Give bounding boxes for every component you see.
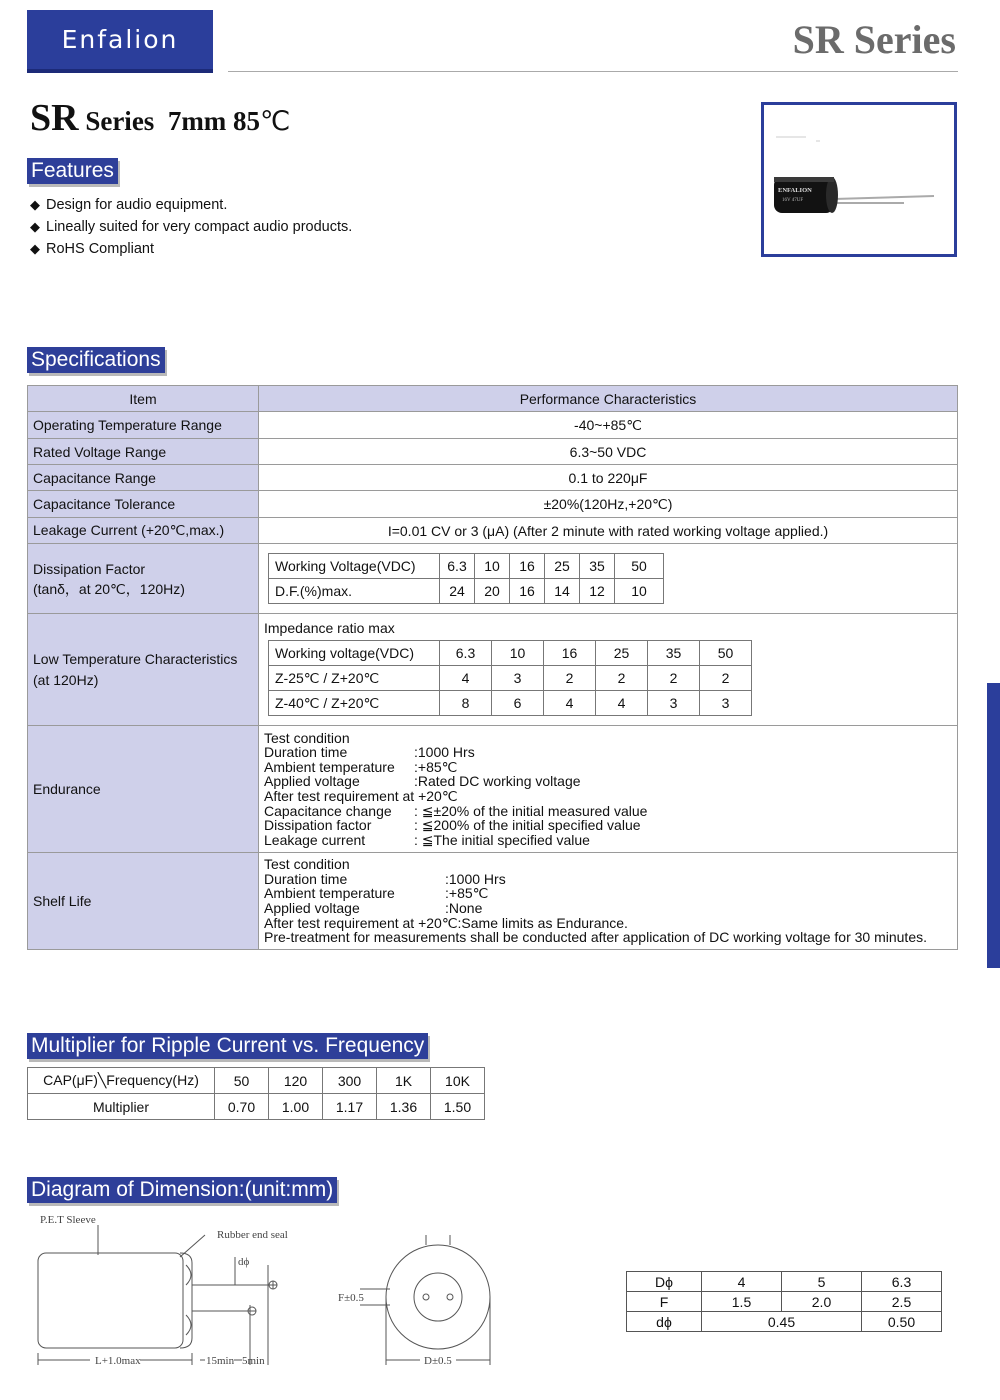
df-header: Working Voltage(VDC) — [269, 554, 440, 579]
df-header: 10 — [475, 554, 510, 579]
dim-cell: 0.50 — [862, 1312, 942, 1332]
spec-item: Rated Voltage Range — [28, 439, 259, 465]
kv-value: :+85℃ — [414, 758, 458, 775]
ripple-heading: Multiplier for Ripple Current vs. Frequency — [27, 1033, 428, 1059]
df-cell-value: 20 — [475, 579, 510, 604]
specifications-heading: Specifications — [27, 347, 165, 373]
impedance-header-row — [269, 641, 752, 666]
impedance-cell: 3 — [648, 691, 700, 716]
impedance-header: 10 — [492, 641, 544, 666]
lowtemp-label: Low Temperature Characteristics — [33, 650, 238, 667]
label-length: L+1.0max — [95, 1355, 141, 1367]
ripple-header: 10K — [431, 1068, 485, 1094]
feature-text: RoHS Compliant — [46, 241, 154, 257]
dim-header: 4 — [702, 1272, 782, 1292]
header-series-title: SR Series — [792, 17, 956, 62]
kv-key: Duration time — [264, 744, 348, 761]
impedance-header: Working voltage(VDC) — [269, 641, 440, 666]
ripple-header: 120 — [269, 1068, 323, 1094]
table-row — [28, 412, 958, 439]
col-perf-header: Performance Characteristics — [259, 386, 958, 412]
feature-item — [30, 219, 352, 235]
spec-value: I=0.01 CV or 3 (μA) (After 2 minute with rated working voltage applied.) — [259, 518, 958, 544]
ripple-header: 50 — [215, 1068, 269, 1094]
kv-key: Ambient temperature — [264, 758, 395, 775]
label-f: F±0.5 — [338, 1292, 364, 1304]
table-row — [28, 465, 958, 491]
kv-key: Applied voltage — [264, 773, 360, 790]
photo-brand-print: ENFALION — [778, 187, 812, 194]
capacitor-side-diagram — [30, 1205, 310, 1375]
df-header: 50 — [615, 554, 664, 579]
spec-item: Capacitance Range — [28, 465, 259, 491]
ripple-cell: 0.70 — [215, 1094, 269, 1120]
impedance-cell: 4 — [544, 691, 596, 716]
dim-d-row — [627, 1312, 942, 1332]
kv-value: :None — [445, 900, 483, 916]
lowtemp-cell — [259, 614, 958, 726]
ripple-cell: 1.17 — [323, 1094, 377, 1120]
ripple-value-row — [28, 1094, 485, 1120]
title-sr: SR — [30, 97, 79, 139]
label-seal: Rubber end seal — [217, 1229, 288, 1241]
ripple-cell: Multiplier — [28, 1094, 215, 1120]
impedance-cell: 4 — [440, 666, 492, 691]
page-title — [30, 96, 290, 140]
spec-item: Capacitance Tolerance — [28, 491, 259, 518]
df-header: 6.3 — [440, 554, 475, 579]
title-spec: 7mm 85 — [167, 106, 261, 136]
df-header: 16 — [510, 554, 545, 579]
table-row-shelf — [28, 853, 958, 950]
impedance-cell: 2 — [700, 666, 752, 691]
ripple-cell: 1.00 — [269, 1094, 323, 1120]
spec-value: 0.1 to 220μF — [259, 465, 958, 491]
df-cell-value: 24 — [440, 579, 475, 604]
product-photo — [761, 102, 957, 257]
kv-key: Dissipation factor — [264, 817, 372, 834]
dim-header: 6.3 — [862, 1272, 942, 1292]
impedance-header: 35 — [648, 641, 700, 666]
impedance-table — [268, 640, 752, 716]
impedance-cell: 2 — [648, 666, 700, 691]
impedance-caption: Impedance ratio max — [264, 620, 395, 636]
feature-text: Design for audio equipment. — [46, 197, 228, 213]
features-heading: Features — [27, 158, 118, 184]
ripple-header-row — [28, 1068, 485, 1094]
feature-item — [30, 241, 154, 257]
endurance-cell — [259, 726, 958, 853]
photo-rating-print: 16V 47UF — [782, 198, 804, 203]
table-row-low-temp — [28, 614, 958, 726]
shelf-pretreatment: Pre-treatment for measurements shall be conducted after application of DC working voltage for 30 minutes. — [264, 929, 927, 946]
kv-key: Capacitance change — [264, 802, 392, 819]
impedance-row — [269, 691, 752, 716]
dim-header: 5 — [782, 1272, 862, 1292]
table-header-row — [28, 386, 958, 412]
table-row-dissipation — [28, 544, 958, 614]
bullet-diamond-icon: ◆ — [30, 197, 40, 212]
spec-item: Shelf Life — [28, 853, 259, 950]
endurance-test-condition: Test condition — [264, 729, 350, 746]
spec-value: 6.3~50 VDC — [259, 439, 958, 465]
ripple-table — [27, 1067, 485, 1120]
df-value-row — [269, 579, 664, 604]
impedance-header: 50 — [700, 641, 752, 666]
label-sleeve: P.E.T Sleeve — [40, 1214, 96, 1226]
dim-cell: 1.5 — [702, 1292, 782, 1312]
df-header: 35 — [580, 554, 615, 579]
kv-value: : ≦±20% of the initial measured value — [414, 802, 648, 819]
spec-item — [28, 614, 259, 726]
endurance-after: After test requirement at +20℃ — [264, 788, 458, 804]
ripple-header: 300 — [323, 1068, 377, 1094]
feature-text: Lineally suited for very compact audio products. — [46, 219, 353, 235]
impedance-cell: 8 — [440, 691, 492, 716]
impedance-cell: 2 — [596, 666, 648, 691]
table-row — [28, 491, 958, 518]
impedance-header: 16 — [544, 641, 596, 666]
header-divider — [228, 71, 958, 72]
label-lead1: 15min — [206, 1355, 235, 1367]
kv-value: :1000 Hrs — [445, 870, 506, 887]
kv-value: : ≦The initial specified value — [414, 831, 590, 848]
endurance-kv — [264, 745, 952, 789]
impedance-header: 25 — [596, 641, 648, 666]
dim-header: Dϕ — [627, 1272, 702, 1292]
shelf-after: After test requirement at +20℃:Same limits as Endurance. — [264, 914, 628, 931]
kv-key: Applied voltage — [264, 900, 360, 916]
dim-f-row — [627, 1292, 942, 1312]
ripple-cell: 1.36 — [377, 1094, 431, 1120]
capacitor-end-diagram — [330, 1235, 500, 1375]
impedance-cell: 4 — [596, 691, 648, 716]
title-degree: ℃ — [260, 106, 291, 136]
dim-cell: dϕ — [627, 1312, 702, 1332]
spec-item: Endurance — [28, 726, 259, 853]
table-row — [28, 439, 958, 465]
ripple-header: CAP(μF)╲Frequency(Hz) — [28, 1068, 215, 1094]
dim-cell: 2.5 — [862, 1292, 942, 1312]
dimension-heading: Diagram of Dimension:(unit:mm) — [27, 1177, 337, 1203]
feature-item — [30, 197, 227, 213]
impedance-cell: 2 — [544, 666, 596, 691]
df-header: 25 — [545, 554, 580, 579]
logo-text: Enfalion — [61, 25, 179, 54]
table-row — [28, 518, 958, 544]
df-header-row — [269, 554, 664, 579]
specifications-table — [27, 385, 958, 950]
df-cell-value: D.F.(%)max. — [269, 579, 440, 604]
capacitor-photo-icon — [764, 105, 954, 254]
df-cell — [259, 544, 958, 614]
impedance-cell: 3 — [700, 691, 752, 716]
dim-header-row — [627, 1272, 942, 1292]
dim-cell: 2.0 — [782, 1292, 862, 1312]
spec-value: -40~+85℃ — [259, 412, 958, 439]
shelf-kv — [264, 872, 952, 916]
df-cell-value: 12 — [580, 579, 615, 604]
df-cell-value: 10 — [615, 579, 664, 604]
kv-key: Leakage current — [264, 831, 366, 848]
df-cell-value: 16 — [510, 579, 545, 604]
kv-value: :1000 Hrs — [414, 744, 475, 761]
spec-item — [28, 544, 259, 614]
df-label: Dissipation Factor — [33, 560, 146, 577]
side-accent-bar — [987, 683, 1000, 968]
dim-cell: 0.45 — [702, 1312, 862, 1332]
kv-value: :+85℃ — [445, 885, 489, 902]
spec-item: Leakage Current (+20℃,max.) — [28, 518, 259, 544]
dim-cell: F — [627, 1292, 702, 1312]
table-row-endurance — [28, 726, 958, 853]
ripple-cell: 1.50 — [431, 1094, 485, 1120]
brand-logo — [27, 10, 213, 73]
title-series: Series — [85, 106, 155, 136]
ripple-header: 1K — [377, 1068, 431, 1094]
df-table — [268, 553, 664, 604]
df-cell-value: 14 — [545, 579, 580, 604]
lowtemp-sublabel: (at 120Hz) — [33, 671, 99, 688]
label-lead2: 5min — [242, 1355, 265, 1367]
col-item-header: Item — [28, 386, 259, 412]
impedance-cell: Z-40℃ / Z+20℃ — [269, 691, 440, 716]
kv-key: Duration time — [264, 870, 348, 887]
impedance-cell: 6 — [492, 691, 544, 716]
kv-value: :Rated DC working voltage — [414, 773, 581, 790]
impedance-cell: Z-25℃ / Z+20℃ — [269, 666, 440, 691]
impedance-cell: 3 — [492, 666, 544, 691]
label-d: D±0.5 — [424, 1355, 452, 1367]
kv-key: Ambient temperature — [264, 885, 395, 902]
shelf-cell — [259, 853, 958, 950]
endurance-kv — [264, 804, 952, 848]
label-dphi: dϕ — [238, 1256, 250, 1268]
spec-value: ±20%(120Hz,+20℃) — [259, 491, 958, 518]
df-sublabel: (tanδ，at 20℃，120Hz) — [33, 580, 185, 597]
impedance-header: 6.3 — [440, 641, 492, 666]
kv-value: : ≦200% of the initial specified value — [414, 817, 641, 834]
bullet-diamond-icon: ◆ — [30, 219, 40, 234]
shelf-test-condition: Test condition — [264, 856, 350, 873]
spec-item: Operating Temperature Range — [28, 412, 259, 439]
bullet-diamond-icon: ◆ — [30, 241, 40, 256]
dimension-table — [626, 1271, 942, 1332]
impedance-row — [269, 666, 752, 691]
